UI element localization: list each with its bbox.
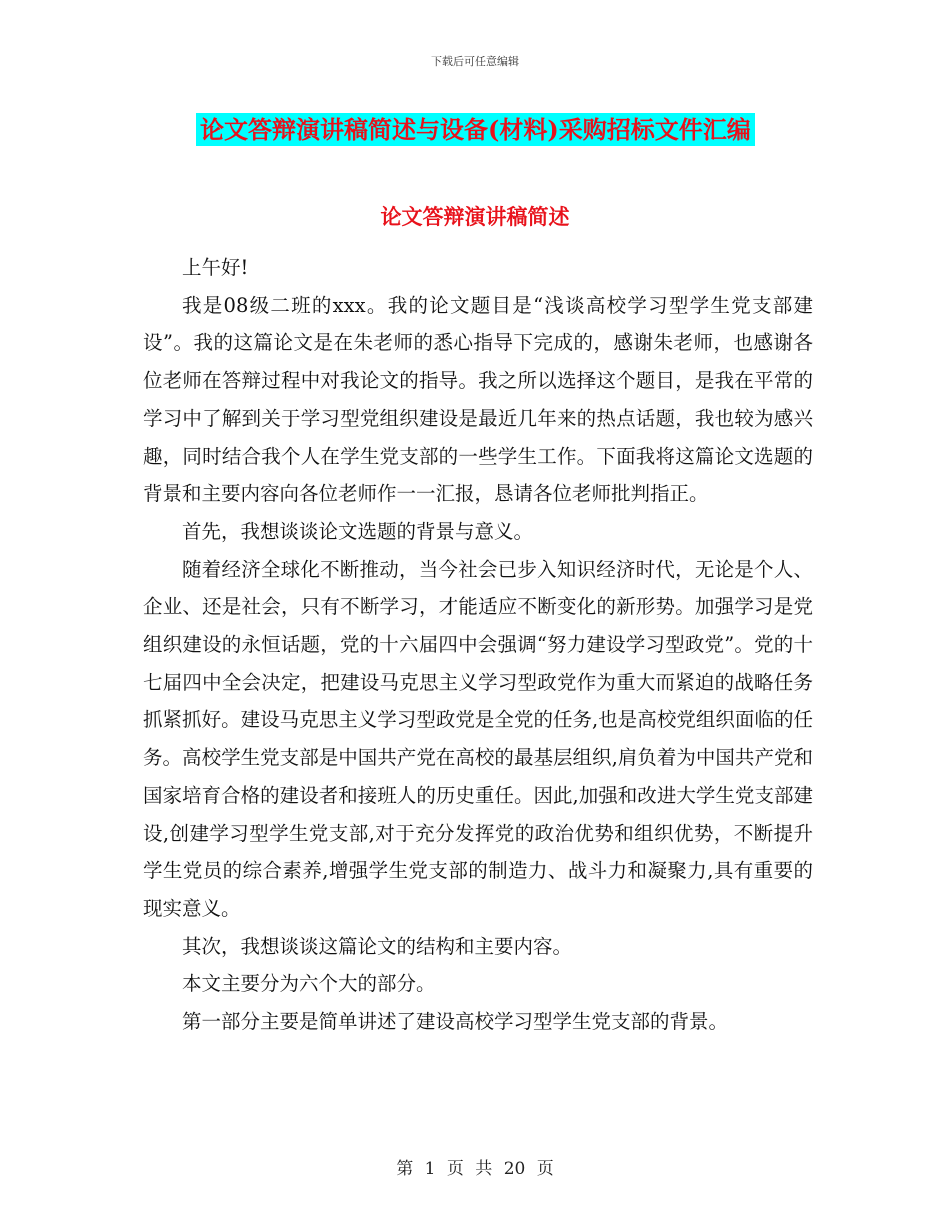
paragraph-introduction: 我是08级二班的xxx。我的论文题目是“浅谈高校学习型学生党支部建设”。我的这篇论文是在朱老师的悉心指导下完成的，感谢朱老师，也感谢各位老师在答辩过程中对我论文的指导。我之所以选择这个题目，是我在平常的学习中了解到关于学习型党组织建设是最近几年来的热点话题，我也较为感兴趣，同时结合我个人在学生党支部的一些学生工作。下面我将这篇论文选题的背景和主要内容向各位老师作一一汇报，恳请各位老师批判指正。	[143, 293, 813, 506]
main-title: 论文答辩演讲稿简述与设备(材料)采购招标文件汇编	[196, 113, 755, 146]
paragraph-greeting: 上午好!	[182, 256, 249, 279]
paragraph-six-parts: 本文主要分为六个大的部分。	[182, 972, 436, 996]
body-text	[143, 249, 813, 1041]
paragraph-background-heading: 首先，我想谈谈论文选题的背景与意义。	[182, 519, 534, 543]
section-title: 论文答辩演讲稿简述	[380, 204, 570, 229]
paragraph-background: 随着经济全球化不断推动，当今社会已步入知识经济时代，无论是个人、企业、还是社会，只有不断学习，才能适应不断变化的新形势。加强学习是党组织建设的永恒话题，党的十六届四中会强调“努力建设学习型政党”。党的十七届四中全会决定，把建设马克思主义学习型政党作为重大而紧迫的战略任务抓紧抓好。建设马克思主义学习型政党是全党的任务,也是高校党组织面临的任务。高校学生党支部是中国共产党在高校的最基层组织,肩负着为中国共产党和国家培育合格的建设者和接班人的历史重任。因此,加强和改进大学生党支部建设,创建学习型学生党支部,对于充分发挥党的政治优势和组织优势，不断提升学生党员的综合素养,增强学生党支部的制造力、战斗力和凝聚力,具有重要的现实意义。	[143, 557, 813, 920]
paragraph-structure-heading: 其次，我想谈谈这篇论文的结构和主要内容。	[182, 934, 573, 958]
paragraph-part-one: 第一部分主要是简单讲述了建设高校学习型学生党支部的背景。	[182, 1010, 729, 1034]
page-number: 第 1 页 共 20 页	[396, 1159, 554, 1179]
header-note: 下载后可任意编辑	[431, 55, 519, 68]
